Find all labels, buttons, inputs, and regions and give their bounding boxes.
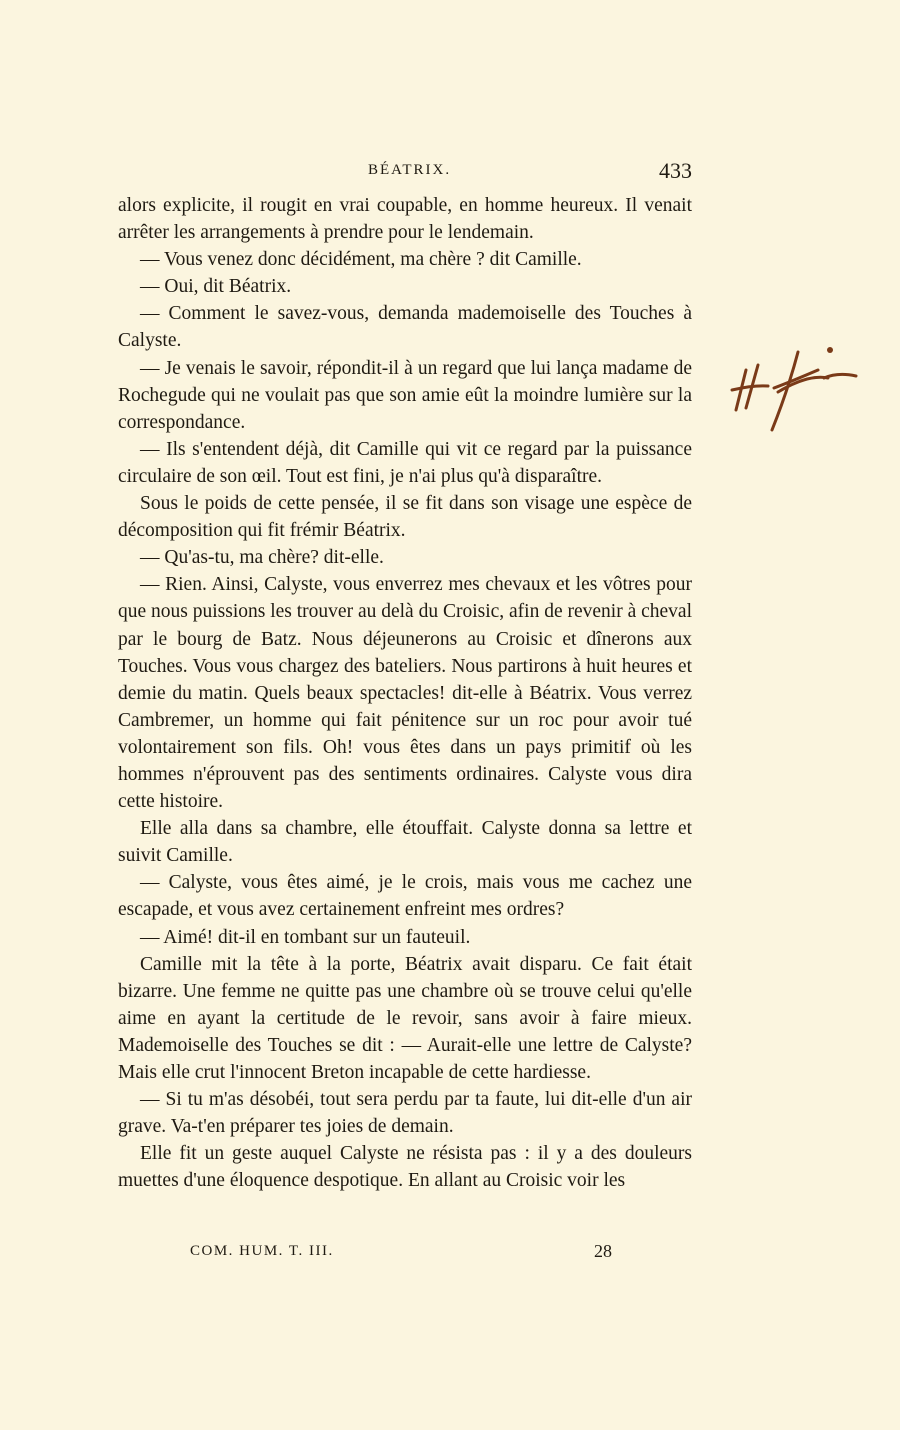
paragraph: — Comment le savez-vous, demanda mademoiselle des Touches à Calyste.: [118, 303, 692, 352]
paragraph: — Qu'as-tu, ma chère? dit-elle.: [140, 547, 384, 569]
paragraph: Elle alla dans sa chambre, elle étouffait. Calyste donna sa lettre et suivit Camille.: [118, 818, 692, 867]
paragraph: — Oui, dit Béatrix.: [140, 276, 292, 298]
paragraph: — Je venais le savoir, répondit-il à un regard que lui lança madame de Rochegude qui ne voulait pas que son amie eût la moindre lumière sur la correspondance.: [118, 357, 692, 433]
paragraph: — Aimé! dit-il en tombant sur un fauteuil.: [140, 926, 471, 948]
paragraph: alors explicite, il rougit en vrai coupable, en homme heureux. Il venait arrêter les arrangements à prendre pour le lendemain.: [118, 195, 692, 244]
paragraph: Elle fit un geste auquel Calyste ne résista pas : il y a des douleurs muettes d'une éloquence despotique. En allant au Croisic voir les: [118, 1143, 692, 1192]
sheet-number: 28: [594, 1241, 612, 1261]
note-dot: [827, 347, 833, 353]
paragraph: Camille mit la tête à la porte, Béatrix avait disparu. Ce fait était bizarre. Une femme ne quitte pas une chambre où se trouve celui qu'elle aime en ayant la certitude de le revoir, sans avoir à faire mieux. Mademoiselle des Touches se dit : — Aurait-elle une lettre de Calyste? Mais elle crut l'innocent Breton incapable de cette hardiesse.: [118, 953, 692, 1083]
paragraph: — Calyste, vous êtes aimé, je le crois, mais vous me cachez une escapade, et vous avez certainement enfreint mes ordres?: [118, 872, 692, 921]
running-title: BÉATRIX.: [368, 162, 452, 178]
note-stroke-r1: [824, 374, 856, 378]
handwritten-margin-note: [728, 330, 868, 440]
page-number: 433: [659, 158, 692, 183]
paragraph: — Rien. Ainsi, Calyste, vous enverrez mes chevaux et les vôtres pour que nous puissions les trouver au delà du Croisic, afin de revenir à cheval par le bourg de Batz. Nous déjeunerons au Croisic et dînerons aux Touches. Vous vous chargez des bateliers. Nous partirons à huit heures et demie du matin. Quels beaux spectacles! dit-elle à Béatrix. Vous verrez Cambremer, un homme qui fait pénitence sur un roc pour avoir tué volontairement son fils. Oh! vous êtes dans un pays primitif où les hommes n'éprouvent pas des sentiments ordinaires. Calyste vous dira cette histoire.: [118, 574, 693, 813]
body-text: [118, 192, 692, 1194]
note-stroke-f2: [772, 352, 798, 430]
signature-mark: COM. HUM. T. III.: [190, 1243, 334, 1259]
page-footer: [118, 1243, 692, 1267]
paragraph: — Ils s'entendent déjà, dit Camille qui vit ce regard par la puissance circulaire de son œil. Tout est fini, je n'ai plus qu'à disparaître.: [118, 438, 692, 487]
paragraph: Sous le poids de cette pensée, il se fit dans son visage une espèce de décomposition qui fit frémir Béatrix.: [118, 493, 692, 542]
paragraph: — Vous venez donc décidément, ma chère ? dit Camille.: [140, 249, 582, 271]
page-header: [118, 160, 692, 188]
paragraph: — Si tu m'as désobéi, tout sera perdu par ta faute, lui dit-elle d'un air grave. Va-t'en préparer tes joies de demain.: [118, 1089, 692, 1138]
